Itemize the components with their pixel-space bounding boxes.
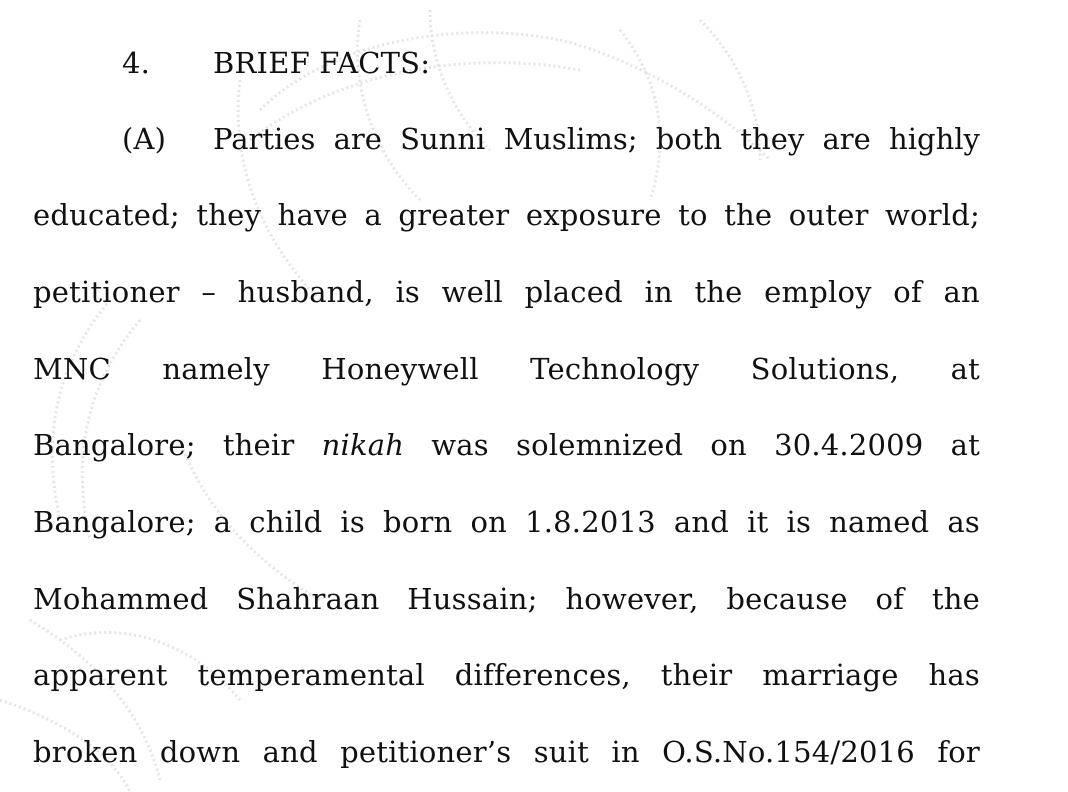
word: a bbox=[364, 198, 382, 232]
paragraph-line-6 bbox=[33, 505, 980, 539]
paragraph-label: (A) bbox=[122, 122, 167, 156]
word: both bbox=[655, 122, 723, 156]
word: the bbox=[694, 275, 743, 309]
paragraph-line-1 bbox=[213, 122, 980, 156]
word: petitioner bbox=[33, 275, 180, 309]
word: on bbox=[710, 428, 747, 462]
paragraph-line-7 bbox=[33, 582, 980, 616]
word: and bbox=[262, 735, 318, 769]
word: 30.4.2009 bbox=[774, 428, 924, 462]
word: Parties bbox=[213, 122, 316, 156]
word: differences, bbox=[454, 658, 631, 692]
word: 1.8.2013 bbox=[525, 505, 656, 539]
word: have bbox=[277, 198, 348, 232]
word: apparent bbox=[33, 658, 168, 692]
word: as bbox=[947, 505, 980, 539]
word: world; bbox=[885, 198, 980, 232]
paragraph-line-4 bbox=[33, 352, 980, 386]
word: employ bbox=[764, 275, 872, 309]
paragraph-line-8 bbox=[33, 658, 980, 692]
word: are bbox=[333, 122, 382, 156]
word: has bbox=[928, 658, 980, 692]
word: Sunni bbox=[400, 122, 486, 156]
word: they bbox=[196, 198, 262, 232]
word: an bbox=[943, 275, 980, 309]
word: Bangalore; bbox=[33, 505, 196, 539]
word: husband, bbox=[237, 275, 374, 309]
word: – bbox=[201, 275, 217, 309]
word: child bbox=[249, 505, 323, 539]
word: nikah bbox=[321, 428, 405, 462]
word: Bangalore; bbox=[33, 428, 196, 462]
paragraph-line-3 bbox=[33, 275, 980, 309]
word: namely bbox=[162, 352, 270, 386]
word: their bbox=[222, 428, 295, 462]
word: Mohammed bbox=[33, 582, 209, 616]
word: Hussain; bbox=[407, 582, 538, 616]
word: solemnized bbox=[515, 428, 684, 462]
paragraph-line-9 bbox=[33, 735, 980, 769]
word: Muslims; bbox=[503, 122, 638, 156]
word: Honeywell bbox=[321, 352, 479, 386]
word: is bbox=[340, 505, 365, 539]
section-number: 4. bbox=[122, 46, 151, 80]
word: is bbox=[786, 505, 812, 539]
section-title: BRIEF FACTS: bbox=[213, 46, 431, 80]
word: on bbox=[470, 505, 508, 539]
word: greater bbox=[398, 198, 510, 232]
word: Shahraan bbox=[236, 582, 380, 616]
word: placed bbox=[524, 275, 623, 309]
word: they bbox=[740, 122, 805, 156]
paragraph-line-2 bbox=[33, 198, 980, 232]
word: are bbox=[822, 122, 871, 156]
word: O.S.No.154/2016 bbox=[662, 735, 915, 769]
word: a bbox=[213, 505, 232, 539]
word: highly bbox=[889, 122, 980, 156]
word: the bbox=[724, 198, 773, 232]
word: marriage bbox=[762, 658, 899, 692]
word: of bbox=[875, 582, 905, 616]
word: MNC bbox=[33, 352, 111, 386]
word: was bbox=[431, 428, 489, 462]
word: petitioner’s bbox=[340, 735, 512, 769]
paragraph-line-5 bbox=[33, 428, 980, 462]
word: well bbox=[441, 275, 503, 309]
word: Technology bbox=[530, 352, 700, 386]
word: temperamental bbox=[197, 658, 425, 692]
word: exposure bbox=[525, 198, 662, 232]
word: the bbox=[931, 582, 980, 616]
word: to bbox=[678, 198, 708, 232]
word: at bbox=[950, 352, 980, 386]
word: broken bbox=[33, 735, 138, 769]
word: it bbox=[747, 505, 769, 539]
word: in bbox=[611, 735, 640, 769]
word: named bbox=[829, 505, 930, 539]
word: their bbox=[660, 658, 733, 692]
word: suit bbox=[533, 735, 590, 769]
word: Solutions, bbox=[750, 352, 900, 386]
word: educated; bbox=[33, 198, 180, 232]
word: for bbox=[937, 735, 980, 769]
word: down bbox=[159, 735, 241, 769]
word: in bbox=[644, 275, 673, 309]
word: because bbox=[726, 582, 848, 616]
word: born bbox=[383, 505, 453, 539]
word: is bbox=[395, 275, 420, 309]
word: however, bbox=[565, 582, 699, 616]
word: outer bbox=[788, 198, 869, 232]
word: at bbox=[950, 428, 980, 462]
word: of bbox=[893, 275, 922, 309]
word: and bbox=[673, 505, 730, 539]
